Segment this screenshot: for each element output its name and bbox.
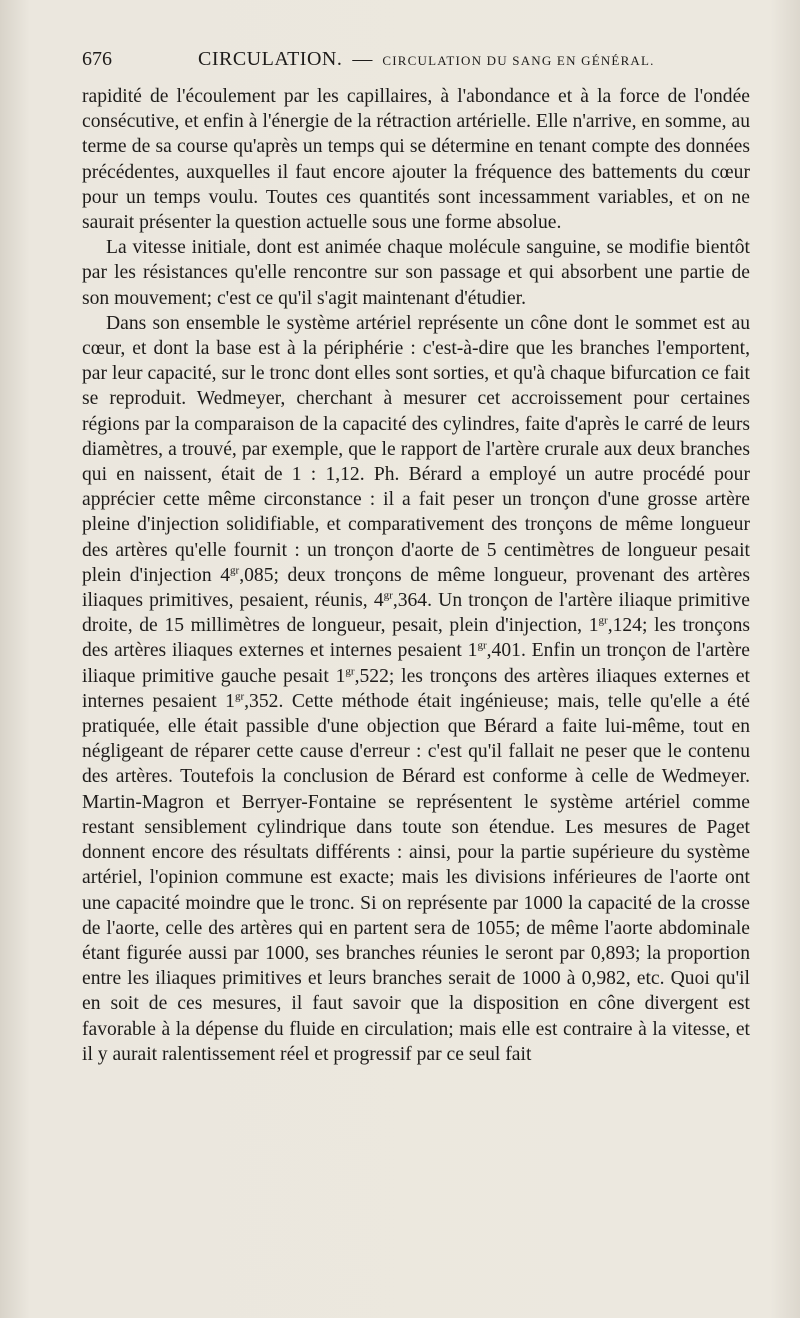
text-run: ,364. Un tronçon de l'artère iliaque primitive droite, de 15 millimètres de longueur, pesait, plein d'injection, 1 xyxy=(82,590,750,637)
unit-gram-sup: gr xyxy=(234,690,245,703)
paragraph-2: La vitesse initiale, dont est animée chaque molécule sanguine, se modifie bientôt par les résistances qu'elle rencontre sur son passage et qui absorbent une partie de son mouvement; c'est ce qu'il s'agit maintenant d'étudier. xyxy=(82,237,750,309)
text-run: ,124; les tronçons des artères iliaques externes et internes pesaient 1 xyxy=(82,615,750,662)
text-run: ,352. Cette méthode était ingénieuse; mais, telle qu'elle a été pratiquée, elle était passible d'une objection que Bérard a faite lui-même, tout en négligeant de réparer cette cause d'erreur : c'est qu'il fallait ne peser que le contenu des artères. Toutefois la conclusion de Bérard est conforme à celle de Wedmeyer. Martin-Magron et Berryer-Fontaine se représentent le système artériel comme restant sensiblement cylindrique dans toute son étendue. Les mesures de Paget donnent encore des résultats différents : ainsi, pour la partie supérieure du système artériel, l'opinion commune est exacte; mais les divisions inférieures de l'aorte ont une capacité moindre que le tronc. Si on représente par 1000 la capacité de la crosse de l'aorte, celle des artères qui en partent sera de 1055; de même l'aorte abdominale étant figurée aussi par 1000, ses branches réunies le seront par 0,893; la proportion entre les iliaques primitives et leurs branches serait de 1000 à 0,982, etc. Quoi qu'il en soit de ces mesures, il faut savoir que la disposition en cône divergent est favorable à la dépense du fluide en circulation; mais elle est contraire à la vitesse, et il y aurait ralentissement réel et progressif par ce seul fait xyxy=(82,690,750,1065)
body-text xyxy=(82,84,750,1067)
running-header xyxy=(82,48,750,84)
unit-gram-sup: gr xyxy=(383,589,393,602)
unit-gram-sup: gr xyxy=(230,564,240,577)
header-dash: — xyxy=(352,48,373,70)
text-run: ,522; les tronçons des artères iliaques externes et internes pesaient 1 xyxy=(82,665,750,712)
paragraph-1: rapidité de l'écoulement par les capillaires, à l'abondance et à la force de l'ondée consécutive, et enfin à l'énergie de la rétraction artérielle. Elle n'arrive, en somme, au terme de sa course qu'après un temps qui se détermine en tenant compte des données précédentes, auxquelles il faut encore ajouter la fréquence des battements du cœur pour un temps voulu. Toutes ces quantités sont incessamment variables, et on ne saurait présenter la question actuelle sous une forme absolue. xyxy=(82,86,750,234)
unit-gram-sup: gr xyxy=(345,665,355,678)
running-title: CIRCULATION. xyxy=(198,48,343,70)
page-number: 676 xyxy=(82,48,112,70)
paragraph-3 xyxy=(82,311,750,1067)
unit-gram-sup: gr xyxy=(477,639,487,652)
unit-gram-sup: gr xyxy=(598,614,608,627)
text-run: ,085; deux tronçons de même longueur, provenant des artères iliaques primitives, pesaient, réunis, 4 xyxy=(82,564,750,612)
text-run: ,401. Enfin un tronçon de l'artère iliaque primitive gauche pesait 1 xyxy=(82,640,750,687)
running-subtitle: CIRCULATION DU SANG EN GÉNÉRAL. xyxy=(382,53,655,68)
text-run: Dans son ensemble le système artériel représente un cône dont le sommet est au cœur, et dont la base est à la périphérie : c'est-à-dire que les branches l'emportent, par leur capacité, sur le tronc dont elles sont sorties, et qu'à chaque bifurcation ce fait se reproduit. Wedmeyer, cherchant à mesurer cet accroissement pour certaines régions par la comparaison de la capacité des cylindres, faite d'après le carré de leurs diamètres, a trouvé, par exemple, que le rapport de l'artère crurale aux deux branches qui en naissent, était de 1 : 1,12. Ph. Bérard a employé un autre procédé pour apprécier cette même circonstance : il a fait peser un tronçon d'une grosse artère pleine d'injection solidifiable, et comparativement des tronçons de même longueur des artères qu'elle fournit : un tronçon d'aorte de 5 centimètres de longueur pesait plein d'injection 4 xyxy=(82,312,750,586)
